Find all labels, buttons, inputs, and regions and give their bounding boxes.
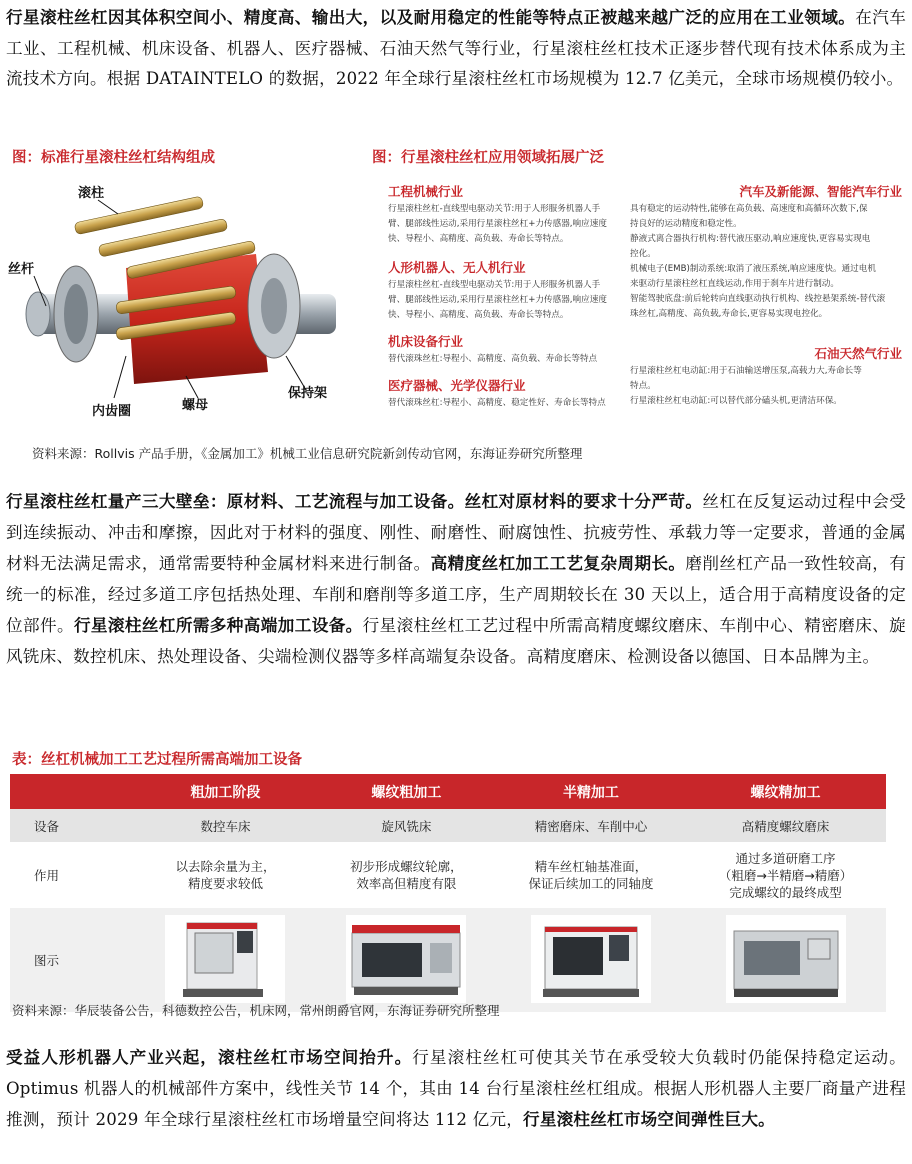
cell-line: 初步形成螺纹轮廓， (350, 859, 463, 874)
label-roller: 滚柱 (78, 186, 105, 201)
app-auto (630, 182, 902, 322)
app-machine-tool (388, 332, 597, 367)
market-text-1: 行星滚柱丝杠可使其关节在承受较大负载时仍能保持稳定运动。Optimus 机器人的机械部件方案中，线性关节 14 个，其由 14 台行星滚柱丝杠组成。根据人形机器人主要厂商量产进程推测，预计 2029 年全球行星滚柱丝杠市场增量空间将达 112 亿元， (6, 1048, 906, 1129)
cell-line: 以去除余量为主， (175, 859, 276, 874)
app-auto-line: 来驱动行星滚柱丝杠直线运动,作用于刹车片进行制动。 (630, 279, 839, 289)
table-cell (135, 842, 316, 908)
table-cell: 精密磨床、车削中心 (497, 809, 685, 842)
barriers-bold-3: 行星滚柱丝杠所需多种高端加工设备。 (73, 615, 363, 635)
app-auto-line: 机械电子(EMB)制动系统:取消了液压系统,响应速度快。通过电机 (630, 264, 876, 274)
structure-figure-title: 图：标准行星滚柱丝杠结构组成 (12, 150, 215, 166)
thread-grinder-image (726, 915, 846, 1003)
barriers-paragraph (6, 486, 906, 672)
application-areas-image (384, 176, 906, 416)
table-cell (497, 908, 685, 1012)
table-cell (497, 842, 685, 908)
figure-source: 资料来源：Rollvis 产品手册，《金属加工》机械工业信息研究院新剑传动官网，东海证券研究所整理 (32, 446, 583, 461)
cell-line: 保证后续加工的同轴度 (528, 876, 654, 891)
label-cage: 保持架 (288, 386, 328, 401)
roller-screw-structure-image (6, 176, 346, 428)
table-cell: 高精度螺纹磨床 (685, 809, 886, 842)
table-cell (316, 908, 497, 1012)
app-machine-tool-head: 机床设备行业 (388, 334, 464, 349)
cell-line: 精车丝杠轴基准面， (534, 859, 648, 874)
table-source: 资料来源：华辰装备公告，科德数控公告，机床网，常州朗爵官网，东海证券研究所整理 (12, 1003, 500, 1018)
barriers-bold-1: 行星滚柱丝杠量产三大壁垒：原材料、工艺流程与加工设备。丝杠对原材料的要求十分严苛。 (6, 491, 703, 511)
intro-bold: 行星滚柱丝杠因其体积空间小、精度高、输出大，以及耐用稳定的性能等特点正被越来越广泛的应用在工业领域。 (6, 7, 856, 27)
table-cell (685, 842, 886, 908)
table-cell: 旋风铣床 (316, 809, 497, 842)
whirlwind-milling-image (346, 915, 466, 1003)
table-header-cell: 粗加工阶段 (135, 774, 316, 809)
barriers-bold-2: 高精度丝杠加工工艺复杂周期长。 (430, 553, 686, 573)
label-screw: 丝杆 (8, 262, 35, 277)
app-engineering (388, 182, 607, 247)
table-header-row (10, 774, 886, 809)
table-header-cell (10, 774, 135, 809)
barriers-text-3: 行星滚柱丝杠工艺过程中所需高精度螺纹磨床、车削中心、精密磨床、旋风铣床、数控机床、热处理设备、尖端检测仪器等多样高端复杂设备。高精度磨床、检测设备以德国、日本品牌为主。 (6, 616, 906, 666)
app-oil-line: 行星滚柱丝杠电动缸:用于石油输送增压泵,高载力大,寿命长等 (630, 366, 862, 376)
row-label: 作用 (10, 842, 135, 908)
market-paragraph (6, 1042, 906, 1136)
app-robot-line: 快、导程小、高精度、高负载、寿命长等特点。 (388, 310, 569, 320)
table-cell: 数控车床 (135, 809, 316, 842)
table-cell (685, 908, 886, 1012)
cell-line: 效率高但精度有限 (356, 876, 457, 891)
app-oil-line: 行星滚柱丝杠电动缸:可以替代部分磕头机,更清洁环保。 (630, 396, 842, 406)
app-machine-tool-line: 替代滚珠丝杠:导程小、高精度、高负载、寿命长等特点 (388, 354, 598, 364)
app-auto-line: 静液式离合器执行机构:替代液压驱动,响应速度快,更容易实现电 (630, 234, 871, 244)
cell-line: （粗磨→半精磨→精磨） (718, 867, 853, 883)
app-engineering-head: 工程机械行业 (388, 184, 464, 199)
app-engineering-line: 行星滚柱丝杠-直线型电驱动关节:用于人形服务机器人手 (388, 204, 601, 214)
app-robot-head: 人形机器人、无人机行业 (388, 260, 526, 275)
app-oil-line: 特点。 (630, 381, 656, 391)
intro-paragraph (6, 2, 906, 95)
app-oil-head: 石油天然气行业 (814, 346, 902, 361)
table-cell (135, 908, 316, 1012)
app-auto-line: 具有稳定的运动特性,能够在高负载、高速度和高循环次数下,保 (630, 204, 868, 214)
market-bold-2: 行星滚柱丝杠市场空间弹性巨大。 (523, 1109, 775, 1129)
application-figure-title: 图：行星滚柱丝杠应用领域拓展广泛 (372, 150, 604, 166)
table-title: 表：丝杠机械加工工艺过程所需高端加工设备 (12, 752, 302, 768)
app-engineering-line: 快、导程小、高精度、高负载、寿命长等特点。 (388, 234, 569, 244)
table-cell (316, 842, 497, 908)
cnc-lathe-image (165, 915, 285, 1003)
app-medical-head: 医疗器械、光学仪器行业 (388, 378, 526, 393)
app-auto-head: 汽车及新能源、智能汽车行业 (739, 184, 902, 199)
market-bold-1: 受益人形机器人产业兴起，滚柱丝杠市场空间抬升。 (6, 1047, 413, 1067)
label-nut: 螺母 (182, 398, 209, 413)
table-row-function (10, 842, 886, 908)
app-robot (388, 258, 607, 323)
app-medical-line: 替代滚珠丝杠:导程小、高精度、稳定性好、寿命长等特点 (388, 398, 606, 408)
intro-text: 在汽车工业、工程机械、机床设备、机器人、医疗器械、石油天然气等行业，行星滚柱丝杠技术正逐步替代现有技术体系成为主流技术方向。根据 DATAINTELO 的数据，2022 年全球行星滚柱丝杠市场规模为 12.7 亿美元，全球市场规模仍较小。 (6, 8, 906, 88)
app-auto-line: 持良好的运动精度和稳定性。 (630, 219, 742, 229)
label-ring-gear: 内齿圈 (92, 404, 132, 419)
row-label: 图示 (10, 908, 135, 1012)
barriers-text-2: 磨削丝杠产品一致性较高，有统一的标准，经过多道工序包括热处理、车削和磨削等多道工序，生产周期较长在 30 天以上，适合用于高精度设备的定位部件。 (6, 554, 907, 635)
table-row-equipment (10, 809, 886, 842)
app-medical (388, 376, 606, 411)
app-robot-line: 臂、腿部线性运动,采用行星滚柱丝杠+力传感器,响应速度 (388, 295, 607, 305)
app-engineering-line: 臂、腿部线性运动,采用行星滚柱丝杠+力传感器,响应速度 (388, 219, 607, 229)
table-header-cell: 螺纹粗加工 (316, 774, 497, 809)
cell-line: 精度要求较低 (187, 876, 263, 891)
cell-line: 通过多道研磨工序 (735, 850, 836, 866)
app-auto-line: 珠丝杠,高精度、高负载,寿命长,更容易实现电控化。 (630, 309, 828, 319)
table-header-cell: 螺纹精加工 (685, 774, 886, 809)
precision-grinder-image (531, 915, 651, 1003)
app-oil (630, 344, 902, 409)
table-row-illustration (10, 908, 886, 1012)
app-auto-line: 智能驾驶底盘:前后轮转向直线驱动执行机构、线控悬架系统-替代滚 (630, 294, 886, 304)
barriers-text-1: 丝杠在反复运动过程中会受到连续振动、冲击和摩擦，因此对于材料的强度、刚性、耐磨性、耐腐蚀性、抗疲劳性、承载力等一定要求，普通的金属材料无法满足需求，通常需要特种金属材料来进行制备。 (6, 492, 906, 573)
app-robot-line: 行星滚柱丝杠-直线型电驱动关节:用于人形服务机器人手 (388, 280, 601, 290)
row-label: 设备 (10, 809, 135, 842)
app-auto-line: 控化。 (630, 249, 656, 259)
table-header-cell: 半精加工 (497, 774, 685, 809)
cell-line: 完成螺纹的最终成型 (729, 884, 842, 900)
process-equipment-table (10, 774, 886, 1012)
